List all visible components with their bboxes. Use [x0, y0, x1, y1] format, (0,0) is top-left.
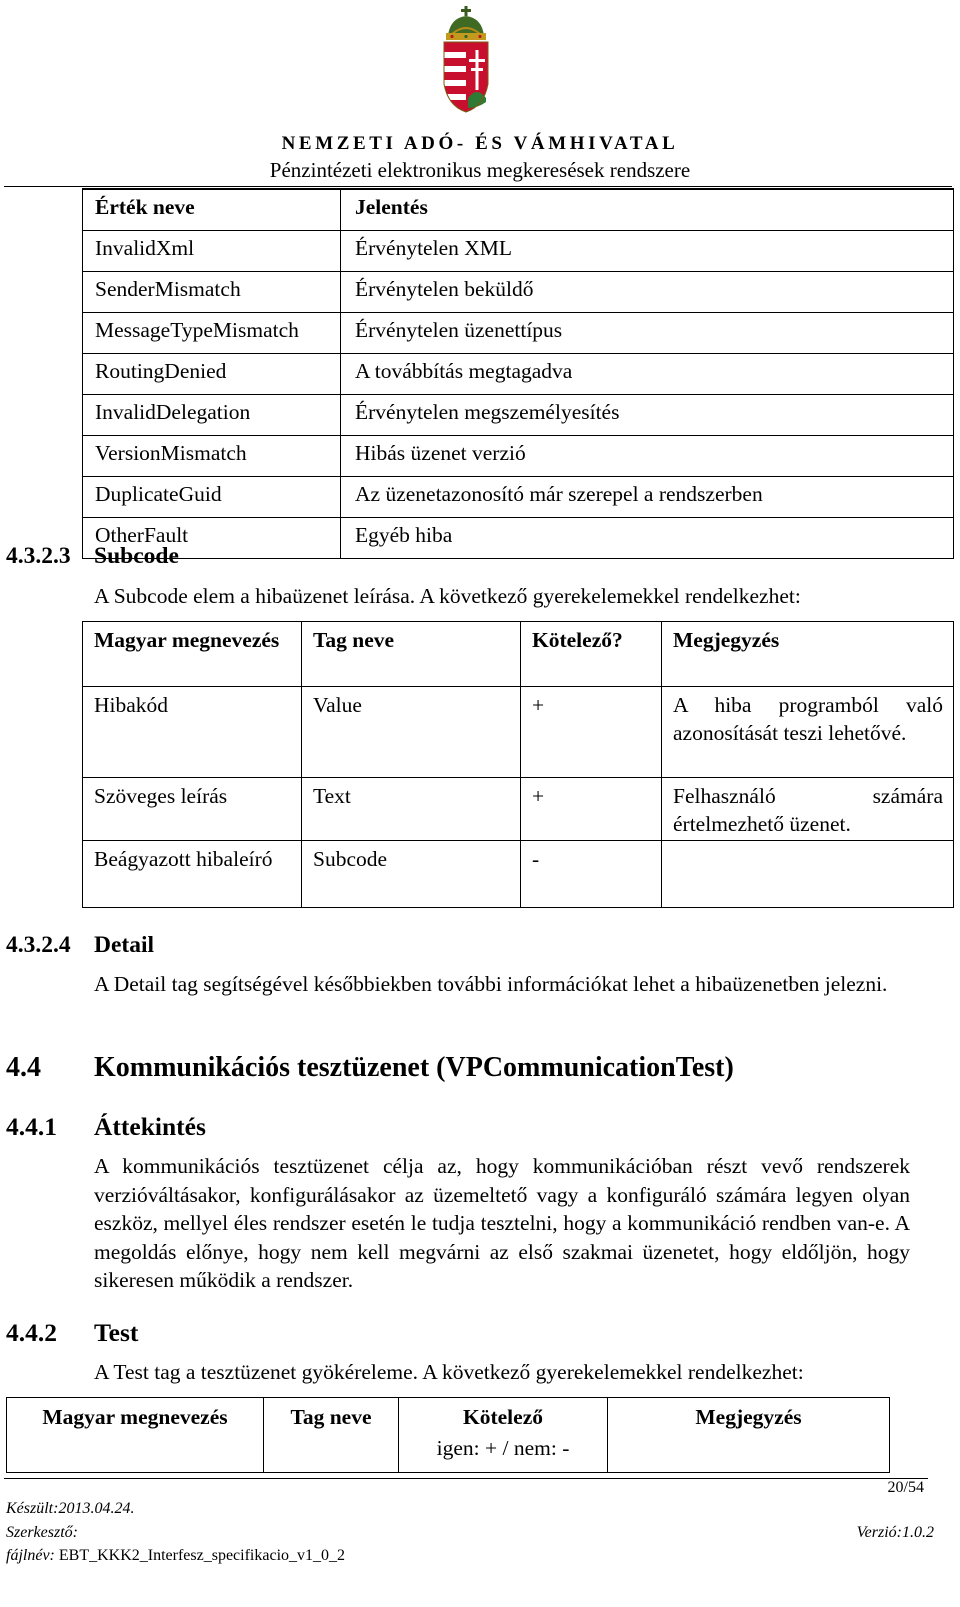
- filename-value: EBT_KKK2_Interfesz_specifikacio_v1_0_2: [58, 1547, 346, 1564]
- table-row: [83, 272, 954, 313]
- section-title: Test: [94, 1318, 139, 1347]
- version-value: 1.0.2: [902, 1524, 934, 1541]
- section-number: 4.4.1: [6, 1112, 57, 1141]
- subcode-table: [82, 621, 954, 908]
- required-legend: igen: + / nem: -: [436, 1436, 570, 1460]
- meaning-cell: Hibás üzenet verzió: [341, 436, 954, 477]
- header-cell: Tag neve: [264, 1398, 399, 1473]
- header-cell: Tag neve: [302, 622, 521, 687]
- meaning-cell: Egyéb hiba: [341, 518, 954, 559]
- meaning-cell: Érvénytelen üzenettípus: [341, 313, 954, 354]
- table-row: [83, 436, 954, 477]
- header-cell: Megjegyzés: [662, 622, 954, 687]
- table-header-row: [83, 189, 954, 231]
- required-label: Kötelező: [463, 1405, 543, 1429]
- table-cell: Hibakód: [83, 687, 302, 778]
- section-number: 4.4: [6, 1052, 41, 1083]
- value-name-cell: SenderMismatch: [83, 272, 341, 313]
- value-name-cell: VersionMismatch: [83, 436, 341, 477]
- table-cell: Subcode: [302, 841, 521, 908]
- value-name-cell: MessageTypeMismatch: [83, 313, 341, 354]
- table-cell: Value: [302, 687, 521, 778]
- meaning-cell: Az üzenetazonosító már szerepel a rendszerben: [341, 477, 954, 518]
- created-label: Készült:: [6, 1500, 59, 1517]
- footer-created: [6, 1500, 134, 1518]
- table-cell: -: [521, 841, 662, 908]
- value-name-cell: InvalidDelegation: [83, 395, 341, 436]
- table-header-row: [7, 1398, 890, 1473]
- header-cell: Érték neve: [83, 189, 341, 231]
- table-header-row: [83, 622, 954, 687]
- agency-name: NEMZETI ADÓ- ÉS VÁMHIVATAL: [281, 133, 679, 154]
- filename-label: fájlnév:: [6, 1547, 55, 1564]
- table-cell: Text: [302, 778, 521, 841]
- version-label: Verzió:: [856, 1524, 902, 1541]
- table-row: [83, 313, 954, 354]
- meaning-cell: Érvénytelen megszemélyesítés: [341, 395, 954, 436]
- value-name-cell: DuplicateGuid: [83, 477, 341, 518]
- table-row: [83, 354, 954, 395]
- table-row: [83, 231, 954, 272]
- meaning-cell: Érvénytelen XML: [341, 231, 954, 272]
- table-cell: A hiba programból való azonosítását teszi lehetővé.: [662, 687, 954, 778]
- subcode-intro: A Subcode elem a hibaüzenet leírása. A következő gyerekelemekkel rendelkezhet:: [94, 584, 801, 608]
- meaning-cell: A továbbítás megtagadva: [341, 354, 954, 395]
- meaning-cell: Érvénytelen beküldő: [341, 272, 954, 313]
- header-cell: Jelentés: [341, 189, 954, 231]
- footer-version: [857, 1524, 934, 1542]
- fault-code-table: [82, 188, 954, 559]
- value-name-cell: InvalidXml: [83, 231, 341, 272]
- section-number: 4.3.2.4: [6, 932, 71, 958]
- header-rule: [4, 186, 952, 187]
- header-cell: Kötelező?: [521, 622, 662, 687]
- section-title: Kommunikációs tesztüzenet (VPCommunicationTest): [94, 1052, 734, 1083]
- header-cell-required: [399, 1398, 608, 1473]
- section-title: Áttekintés: [94, 1112, 206, 1141]
- table-cell: [662, 841, 954, 908]
- value-name-cell: OtherFault: [83, 518, 341, 559]
- table-row: [83, 395, 954, 436]
- table-row: [83, 778, 954, 841]
- table-row: [83, 477, 954, 518]
- value-name-cell: RoutingDenied: [83, 354, 341, 395]
- table-row: [83, 841, 954, 908]
- header-cell: Magyar megnevezés: [83, 622, 302, 687]
- overview-text: A kommunikációs tesztüzenet célja az, hogy kommunikációban részt vevő rendszerek verzióváltásakor, konfigurálásakor az üzemeltető vagy a konfiguráló számára legyen olyan eszköz, mellyel éles rendszer esetén le tudja tesztelni, hogy a kommunikáció rendben van-e. A megoldás előnye, hogy nem kell megvárni az első szakmai üzenetet, hogy eldőljön, hogy sikeresen működik a rendszer.: [94, 1154, 910, 1292]
- header-cell: Magyar megnevezés: [7, 1398, 264, 1473]
- section-title: Detail: [94, 932, 155, 958]
- section-number: 4.4.2: [6, 1318, 57, 1347]
- test-intro: A Test tag a tesztüzenet gyökéreleme. A következő gyerekelemekkel rendelkezhet:: [94, 1360, 804, 1384]
- page-number: 20/54: [887, 1479, 924, 1496]
- table-row: [83, 518, 954, 559]
- detail-text: A Detail tag segítségével későbbiekben további információkat lehet a hibaüzenetben jelezni.: [94, 972, 888, 996]
- header-cell: Megjegyzés: [608, 1398, 890, 1473]
- table-cell: Felhasználó számára értelmezhető üzenet.: [662, 778, 954, 841]
- table-cell: Szöveges leírás: [83, 778, 302, 841]
- created-date: 2013.04.24.: [58, 1500, 135, 1517]
- test-table: [6, 1397, 890, 1473]
- footer-filename: [6, 1547, 345, 1565]
- footer-editor: Szerkesztő:: [6, 1524, 78, 1541]
- system-name: Pénzintézeti elektronikus megkeresések rendszere: [269, 158, 691, 182]
- table-cell: Beágyazott hibaleíró: [83, 841, 302, 908]
- coat-of-arms-icon: [438, 6, 494, 116]
- section-number: 4.3.2.3: [6, 543, 71, 569]
- table-cell: +: [521, 687, 662, 778]
- table-cell: +: [521, 778, 662, 841]
- footer-rule: [4, 1478, 928, 1479]
- table-row: [83, 687, 954, 778]
- section-title: Subcode: [94, 543, 179, 569]
